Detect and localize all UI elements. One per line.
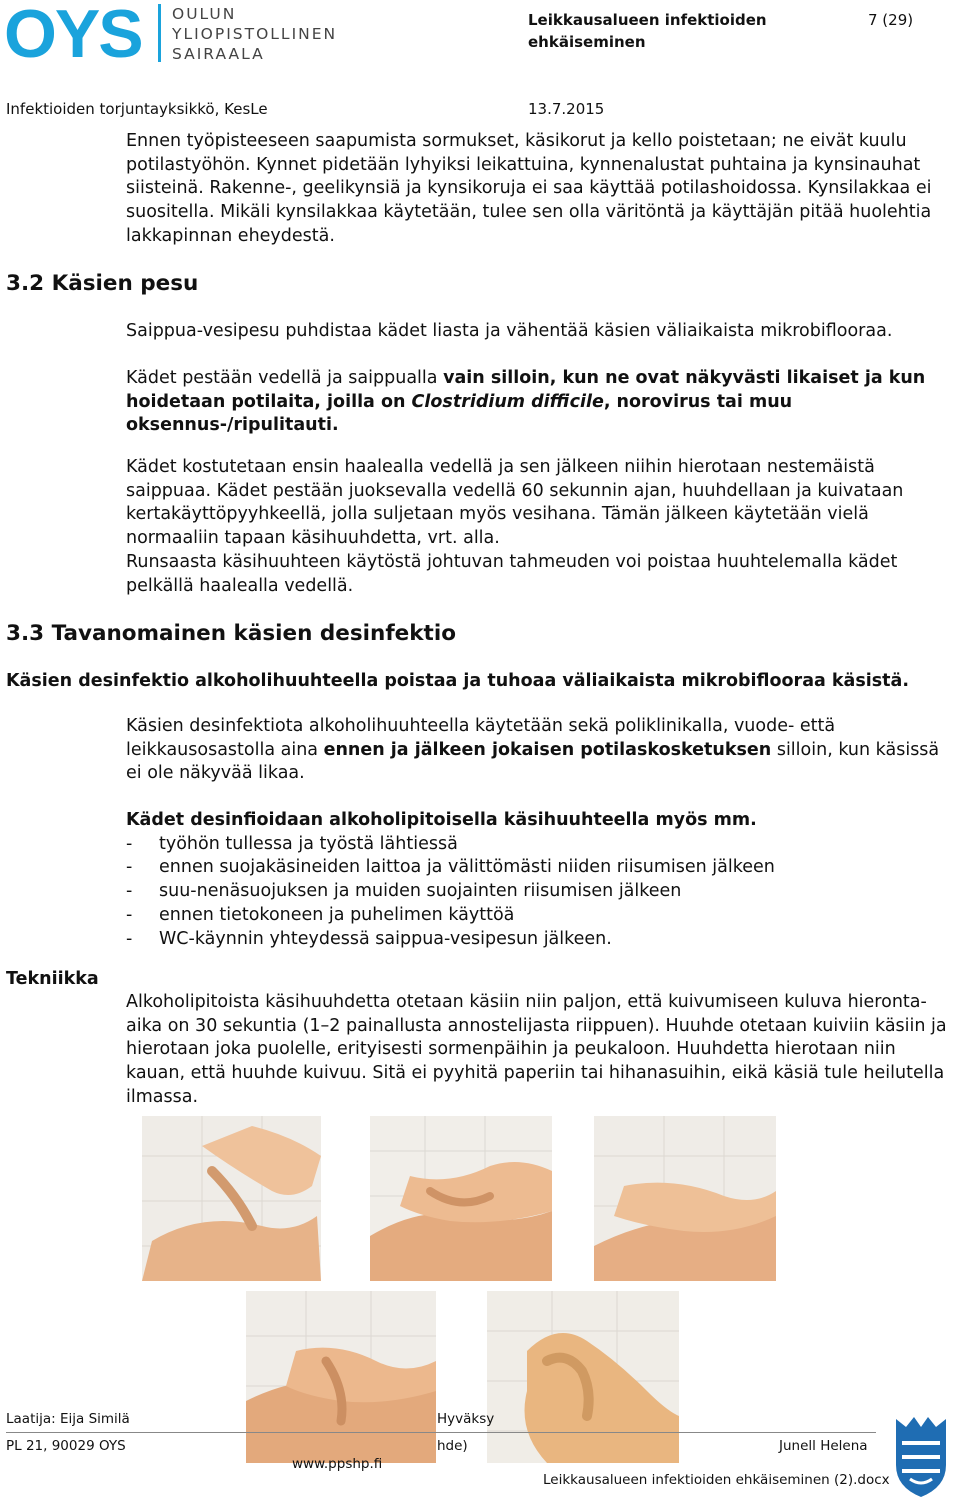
dash-bullet: - bbox=[126, 857, 133, 878]
unit-name: Infektioiden torjuntayksikkö, KesLe bbox=[6, 100, 268, 118]
footer-rule bbox=[6, 1432, 876, 1433]
dash-bullet: - bbox=[126, 833, 133, 854]
disinfection-p1-c: silloin, kun käsissä ei ole näkyvää likaa. bbox=[126, 739, 940, 784]
hand-rub-photo-5 bbox=[487, 1291, 679, 1463]
disinfection-list bbox=[126, 833, 958, 952]
list-item: - ennen suojakäsineiden laittoa ja välittömästi niiden riisumisen jälkeen bbox=[126, 856, 958, 880]
technique-paragraph: Alkoholipitoista käsihuuhdetta otetaan käsiin niin paljon, että kuivumiseen kuluva hieronta-aika on 30 sekuntia (1–2 painallusta annostelijasta riippuen). Huuhde otetaan kuiviin käsiin ja hierotaan joka puolelle, erityisesti sormenpäihin ja peukaloon. Huuhdetta hierotaan niin kauan, että huuhde kuivuu. Sitä ei pyyhitä paperiin tai hihanasuihin, eikä käsiä tule heilutella ilmassa. bbox=[126, 992, 947, 1107]
hospital-name bbox=[172, 4, 337, 64]
footer-approver: Junell Helena bbox=[779, 1438, 868, 1454]
washing-p2-d: , norovirus tai muu oksennus-/ripulitauti. bbox=[126, 391, 793, 436]
footer-switchboard: hde) bbox=[437, 1438, 468, 1454]
disinfection-lead: Käsien desinfektio alkoholihuuhteella poistaa ja tuhoaa väliaikaista mikrobiflooraa käsistä. bbox=[6, 671, 910, 691]
dash-bullet: - bbox=[126, 928, 133, 949]
washing-p2-a: Kädet pestään vedellä ja saippualla bbox=[126, 368, 444, 388]
list-item: - suu-nenäsuojuksen ja muiden suojainten riisumisen jälkeen bbox=[126, 880, 958, 904]
list-item: - WC-käynnin yhteydessä saippua-vesipesun jälkeen. bbox=[126, 928, 958, 952]
washing-paragraph-2 bbox=[126, 367, 926, 438]
district-crest-icon bbox=[890, 1415, 952, 1499]
logo-line-1: OULUN bbox=[172, 5, 237, 23]
list-item: - ennen tietokoneen ja puhelimen käyttöä bbox=[126, 904, 958, 928]
oys-logo: OYS bbox=[4, 0, 142, 72]
footer-author: Laatija: Eija Similä bbox=[6, 1411, 130, 1427]
page-number: 7 (29) bbox=[868, 11, 914, 29]
intro-paragraph: Ennen työpisteeseen saapumista sormukset, käsikorut ja kello poistetaan; ne eivät kuulu potilastyöhön. Kynnet pidetään lyhyiksi leikattuina, kynnenalustat puhtaina ja kynsinauhat siisteinä. Rakenne-, geelikynsiä ja kynsikoruja ei saa käyttää potilashoidossa. Kynsilakkaa ei suositella. Mikäli kynsilakkaa käytetään, tulee sen olla väritöntä ja käyttäjän pitää huolehtia lakkapinnan eheydestä. bbox=[126, 131, 932, 246]
washing-paragraph-4: Runsaasta käsihuuhteen käytöstä johtuvan tahmeuden voi poistaa huuhtelemalla kädet pelkällä haalealla vedellä. bbox=[126, 552, 898, 596]
disinfection-list-block bbox=[126, 809, 958, 951]
disinfection-paragraph bbox=[126, 715, 958, 786]
logo-line-3: SAIRAALA bbox=[172, 45, 265, 63]
section-heading-hand-washing: 3.2 Käsien pesu bbox=[6, 271, 199, 296]
hand-rub-photo-3 bbox=[594, 1116, 776, 1281]
footer-website[interactable]: www.ppshp.fi bbox=[292, 1456, 383, 1472]
side-label-technique: Tekniikka bbox=[6, 969, 99, 989]
document-title: Leikkausalueen infektioiden ehkäiseminen bbox=[528, 11, 767, 51]
footer-filename: Leikkausalueen infektioiden ehkäiseminen (2).docx bbox=[543, 1472, 890, 1488]
logo-divider bbox=[158, 4, 161, 62]
washing-p2-b: vain silloin, kun ne ovat näkyvästi likaiset ja kun hoidetaan potilaita, joilla on bbox=[126, 368, 926, 412]
list-item: - työhön tullessa ja työstä lähtiessä bbox=[126, 833, 958, 857]
pathogen-name: Clostridium difficile bbox=[411, 391, 604, 412]
washing-paragraph-3: Kädet kostutetaan ensin haalealla vedellä ja sen jälkeen niihin hierotaan nestemäistä saippuaa. Kädet pestään juoksevalla vedellä 60 sekunnin ajan, huuhdellaan ja kuivataan kertakäyttöpyyhkeellä, jolla suljetaan myös vesihana. Tämän jälkeen käytetään vielä normaaliin tapaan käsihuuhdetta, vrt. alla. bbox=[126, 457, 904, 549]
document-date: 13.7.2015 bbox=[528, 100, 605, 118]
washing-paragraph-1: Saippua-vesipesu puhdistaa kädet liasta ja vähentää käsien väliaikaista mikrobiflooraa. bbox=[126, 321, 893, 341]
hand-rub-photo-4 bbox=[246, 1291, 436, 1463]
dash-bullet: - bbox=[126, 904, 133, 925]
hand-rub-photo-2 bbox=[370, 1116, 552, 1281]
logo-line-2: YLIOPISTOLLINEN bbox=[172, 25, 338, 43]
footer-approval: Hyväksy bbox=[437, 1411, 495, 1427]
disinfection-p1-a: Käsien desinfektiota alkoholihuuhteella käytetään sekä poliklinikalla, vuode- että leikkausosastolla aina bbox=[126, 716, 836, 760]
section-heading-disinfection: 3.3 Tavanomainen käsien desinfektio bbox=[6, 621, 456, 646]
disinfection-p1-b: ennen ja jälkeen jokaisen potilaskosketuksen bbox=[323, 739, 772, 760]
disinfection-list-title: Kädet desinfioidaan alkoholipitoisella käsihuuhteella myös mm. bbox=[126, 810, 757, 830]
dash-bullet: - bbox=[126, 881, 133, 902]
hand-rub-photo-1 bbox=[142, 1116, 321, 1281]
footer-address: PL 21, 90029 OYS bbox=[6, 1438, 126, 1454]
